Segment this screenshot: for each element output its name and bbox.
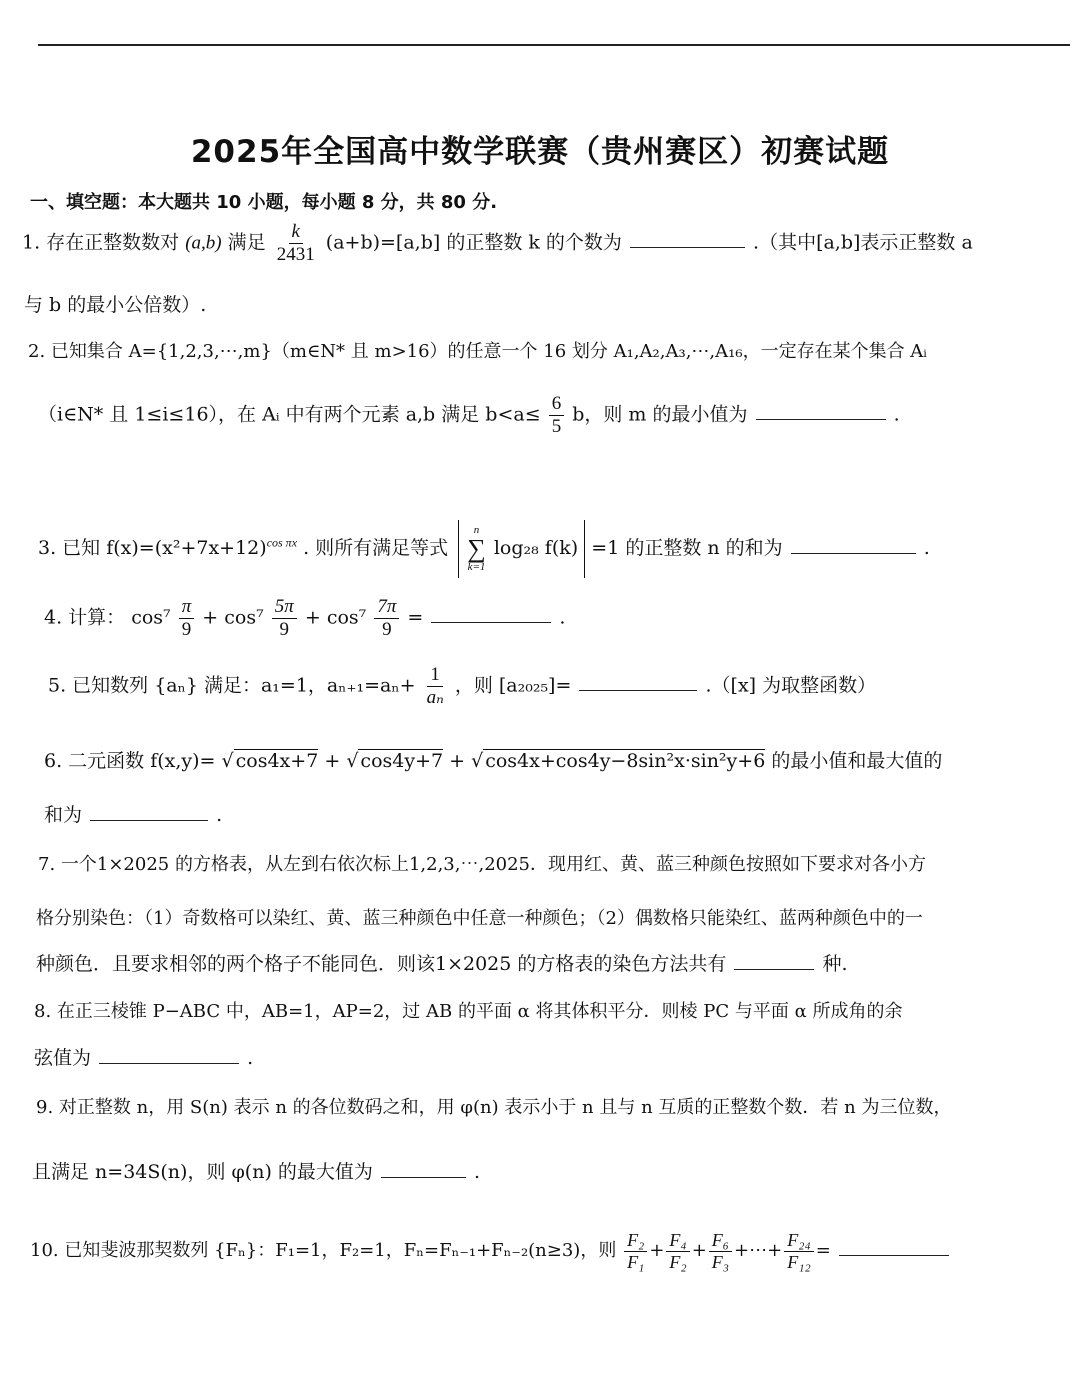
q2-fraction-den: 5 — [551, 415, 562, 437]
q1-fraction — [274, 221, 318, 266]
q10-fraction-1 — [624, 1230, 647, 1272]
q8-text-a: 8. 在正三棱锥 P−ABC 中，AB=1，AP=2，过 AB 的平面 α 将其体积平分．则棱 PC 与平面 α 所成角的余 — [34, 1001, 903, 1022]
q4-frac3-num: 7π — [374, 596, 399, 619]
q2-text-d: . — [893, 403, 900, 426]
q3-text-a: 3. 已知 f(x)=(x²+7x+12) — [38, 537, 267, 559]
question-6-line-1 — [44, 746, 942, 776]
q10-frac4-den: F₁₂ — [787, 1251, 811, 1272]
page-title: 2025年全国高中数学联赛（贵州赛区）初赛试题 — [190, 134, 890, 170]
section-heading: 一、填空题：本大题共 10 小题，每小题 8 分，共 80 分. — [30, 192, 498, 213]
question-7-line-1 — [38, 850, 926, 880]
q10-frac3-num: F₆ — [709, 1230, 732, 1252]
q4-plus-1: + — [202, 606, 219, 629]
question-2-line-1 — [28, 337, 927, 367]
q10-text-a: 10. 已知斐波那契数列 {Fₙ}：F₁=1，F₂=1，Fₙ=Fₙ₋₁+Fₙ₋₂(n≥3)，则 — [30, 1240, 617, 1262]
q5-fraction — [424, 664, 447, 709]
q8-text-c: . — [247, 1047, 254, 1069]
q10-fraction-2 — [666, 1230, 689, 1272]
question-1-line-2 — [24, 290, 206, 320]
q4-fraction-1 — [179, 596, 195, 641]
q6-answer-blank[interactable] — [90, 819, 208, 821]
q3-text-d: =1 的正整数 n 的和为 — [591, 537, 783, 559]
q4-answer-blank[interactable] — [431, 621, 551, 623]
q4-cos-2: cos⁷ — [224, 606, 264, 629]
question-3-line — [38, 520, 930, 578]
q10-answer-blank[interactable] — [839, 1254, 949, 1256]
q4-text-a: 4. 计算： — [44, 606, 126, 629]
q1-text-a: 1. 存在正整数数对 — [22, 231, 180, 254]
q10-frac2-den: F₂ — [669, 1251, 687, 1272]
q6-radicand-3: cos4x+cos4y−8sin²x·sin²y+6 — [485, 750, 766, 772]
q3-exponent: cos πx — [266, 535, 298, 550]
q4-cos-3: cos⁷ — [326, 606, 367, 629]
question-9-line-1 — [36, 1093, 951, 1123]
q10-fraction-4 — [784, 1230, 814, 1272]
q6-radicand-2: cos4y+7 — [360, 750, 444, 772]
q6-text-a: 6. 二元函数 f(x,y)= — [44, 750, 216, 772]
q3-text-c: log₂₈ f(k) — [493, 537, 579, 559]
q4-fraction-3 — [374, 596, 399, 641]
q1-fraction-num: k — [289, 221, 303, 244]
q6-radical-3: √ cos4x+cos4y−8sin²x·sin²y+6 — [471, 750, 766, 772]
top-rule — [38, 44, 1070, 46]
q5-answer-blank[interactable] — [579, 689, 697, 691]
question-10-line — [30, 1230, 951, 1272]
q4-end: . — [559, 606, 566, 629]
q2-text-b: （i∈N* 且 1≤i≤16），在 Aᵢ 中有两个元素 a,b 满足 b<a≤ — [38, 403, 541, 426]
q8-text-b: 弦值为 — [34, 1047, 92, 1069]
q3-text-b: . 则所有满足等式 — [303, 537, 449, 559]
q3-sum-top: n — [473, 524, 480, 536]
q2-text-c: b，则 m 的最小值为 — [572, 403, 748, 426]
q6-plus-2: + — [449, 750, 466, 772]
q7-text-d: 种. — [822, 953, 848, 975]
q6-radical-1: √ cos4x+7 — [221, 750, 319, 772]
question-2-line-2 — [38, 393, 900, 438]
q1-text-e: 与 b 的最小公倍数）. — [24, 294, 207, 316]
q1-text-c: (a+b)=[a,b] 的正整数 k 的个数为 — [325, 231, 622, 254]
question-1-line-1 — [22, 221, 973, 266]
q3-abs-open — [458, 520, 459, 578]
q7-text-a: 7. 一个1×2025 的方格表，从左到右依次标上1,2,3,⋯,2025．现用红、黄、蓝三种颜色按照如下要求对各小方 — [38, 854, 927, 875]
q4-frac1-num: π — [179, 596, 195, 619]
q7-text-b: 格分别染色：（1）奇数格可以染红、黄、蓝三种颜色中任意一种颜色；（2）偶数格只能染红、蓝两种颜色中的一 — [36, 908, 923, 929]
question-9-line-2 — [32, 1157, 480, 1187]
q3-sigma: ∑ — [467, 534, 486, 563]
q4-plus-2: + — [304, 606, 321, 629]
q6-text-c: 和为 — [44, 804, 83, 826]
question-7-line-3 — [36, 949, 848, 979]
q2-fraction — [549, 393, 565, 438]
q10-frac3-den: F₃ — [711, 1251, 730, 1272]
q5-text-b: ，则 [a₂₀₂₅]= — [454, 674, 572, 697]
q4-frac2-den: 9 — [279, 618, 290, 640]
q1-text-d: .（其中[a,b]表示正整数 a — [753, 231, 973, 254]
q10-frac2-num: F₄ — [666, 1230, 689, 1252]
q4-frac1-den: 9 — [181, 618, 192, 640]
q4-cos-1: cos⁷ — [131, 606, 171, 629]
q7-answer-blank[interactable] — [734, 968, 814, 970]
q9-text-c: . — [474, 1161, 481, 1183]
question-8-line-2 — [34, 1043, 253, 1073]
q5-text-c: .（[x] 为取整函数） — [705, 674, 877, 697]
q4-fraction-2 — [272, 596, 297, 641]
q9-text-a: 9. 对正整数 n，用 S(n) 表示 n 的各位数码之和，用 φ(n) 表示小于 n 且与 n 互质的正整数个数．若 n 为三位数， — [36, 1097, 952, 1118]
q10-equals: = — [815, 1240, 831, 1262]
q5-fraction-num: 1 — [427, 664, 443, 687]
q10-frac1-den: F₁ — [627, 1251, 645, 1272]
q6-radical-2: √ cos4y+7 — [346, 750, 444, 772]
q10-frac4-num: F₂₄ — [784, 1230, 814, 1252]
q10-frac1-num: F₂ — [624, 1230, 647, 1252]
q4-frac3-den: 9 — [382, 618, 392, 640]
question-8-line-1 — [34, 997, 902, 1027]
q4-equals: = — [407, 606, 424, 629]
question-4-line — [44, 596, 565, 641]
q1-text-b: 满足 — [227, 231, 266, 254]
q10-ellipsis: +⋯+ — [734, 1240, 783, 1262]
q3-sum-bottom: k=1 — [467, 561, 486, 573]
q2-text-a: 2. 已知集合 A={1,2,3,⋯,m}（m∈N* 且 m>16）的任意一个 16 划分 A₁,A₂,A₃,⋯,A₁₆，一定存在某个集合 Aᵢ — [28, 341, 927, 362]
q5-fraction-den: aₙ — [426, 686, 444, 708]
q3-text-e: . — [923, 537, 930, 559]
q10-fraction-3 — [709, 1230, 732, 1272]
q2-fraction-num: 6 — [549, 393, 565, 416]
q3-answer-blank[interactable] — [791, 552, 916, 554]
question-7-line-2 — [36, 904, 923, 934]
q9-answer-blank[interactable] — [381, 1176, 466, 1178]
question-5-line — [48, 664, 876, 709]
q1-pair: (a,b) — [185, 232, 222, 254]
q1-answer-blank[interactable] — [630, 246, 745, 248]
q2-answer-blank[interactable] — [756, 418, 886, 420]
q7-text-c: 种颜色．且要求相邻的两个格子不能同色．则该1×2025 的方格表的染色方法共有 — [36, 953, 727, 975]
q9-text-b: 且满足 n=34S(n)，则 φ(n) 的最大值为 — [32, 1161, 373, 1183]
q6-text-d: . — [216, 804, 223, 826]
q10-plus-2: + — [691, 1240, 707, 1262]
question-6-line-2 — [44, 800, 222, 830]
q6-radicand-1: cos4x+7 — [235, 750, 319, 772]
q10-plus-1: + — [649, 1240, 665, 1262]
q3-abs-close — [584, 520, 585, 578]
q6-plus-1: + — [324, 750, 341, 772]
q6-text-b: 的最小值和最大值的 — [771, 750, 943, 772]
q8-answer-blank[interactable] — [99, 1062, 239, 1064]
q1-fraction-den: 2431 — [276, 243, 315, 265]
q4-frac2-num: 5π — [272, 596, 297, 619]
q5-text-a: 5. 已知数列 {aₙ} 满足：a₁=1，aₙ₊₁=aₙ+ — [48, 674, 416, 697]
q3-sum — [467, 525, 486, 573]
